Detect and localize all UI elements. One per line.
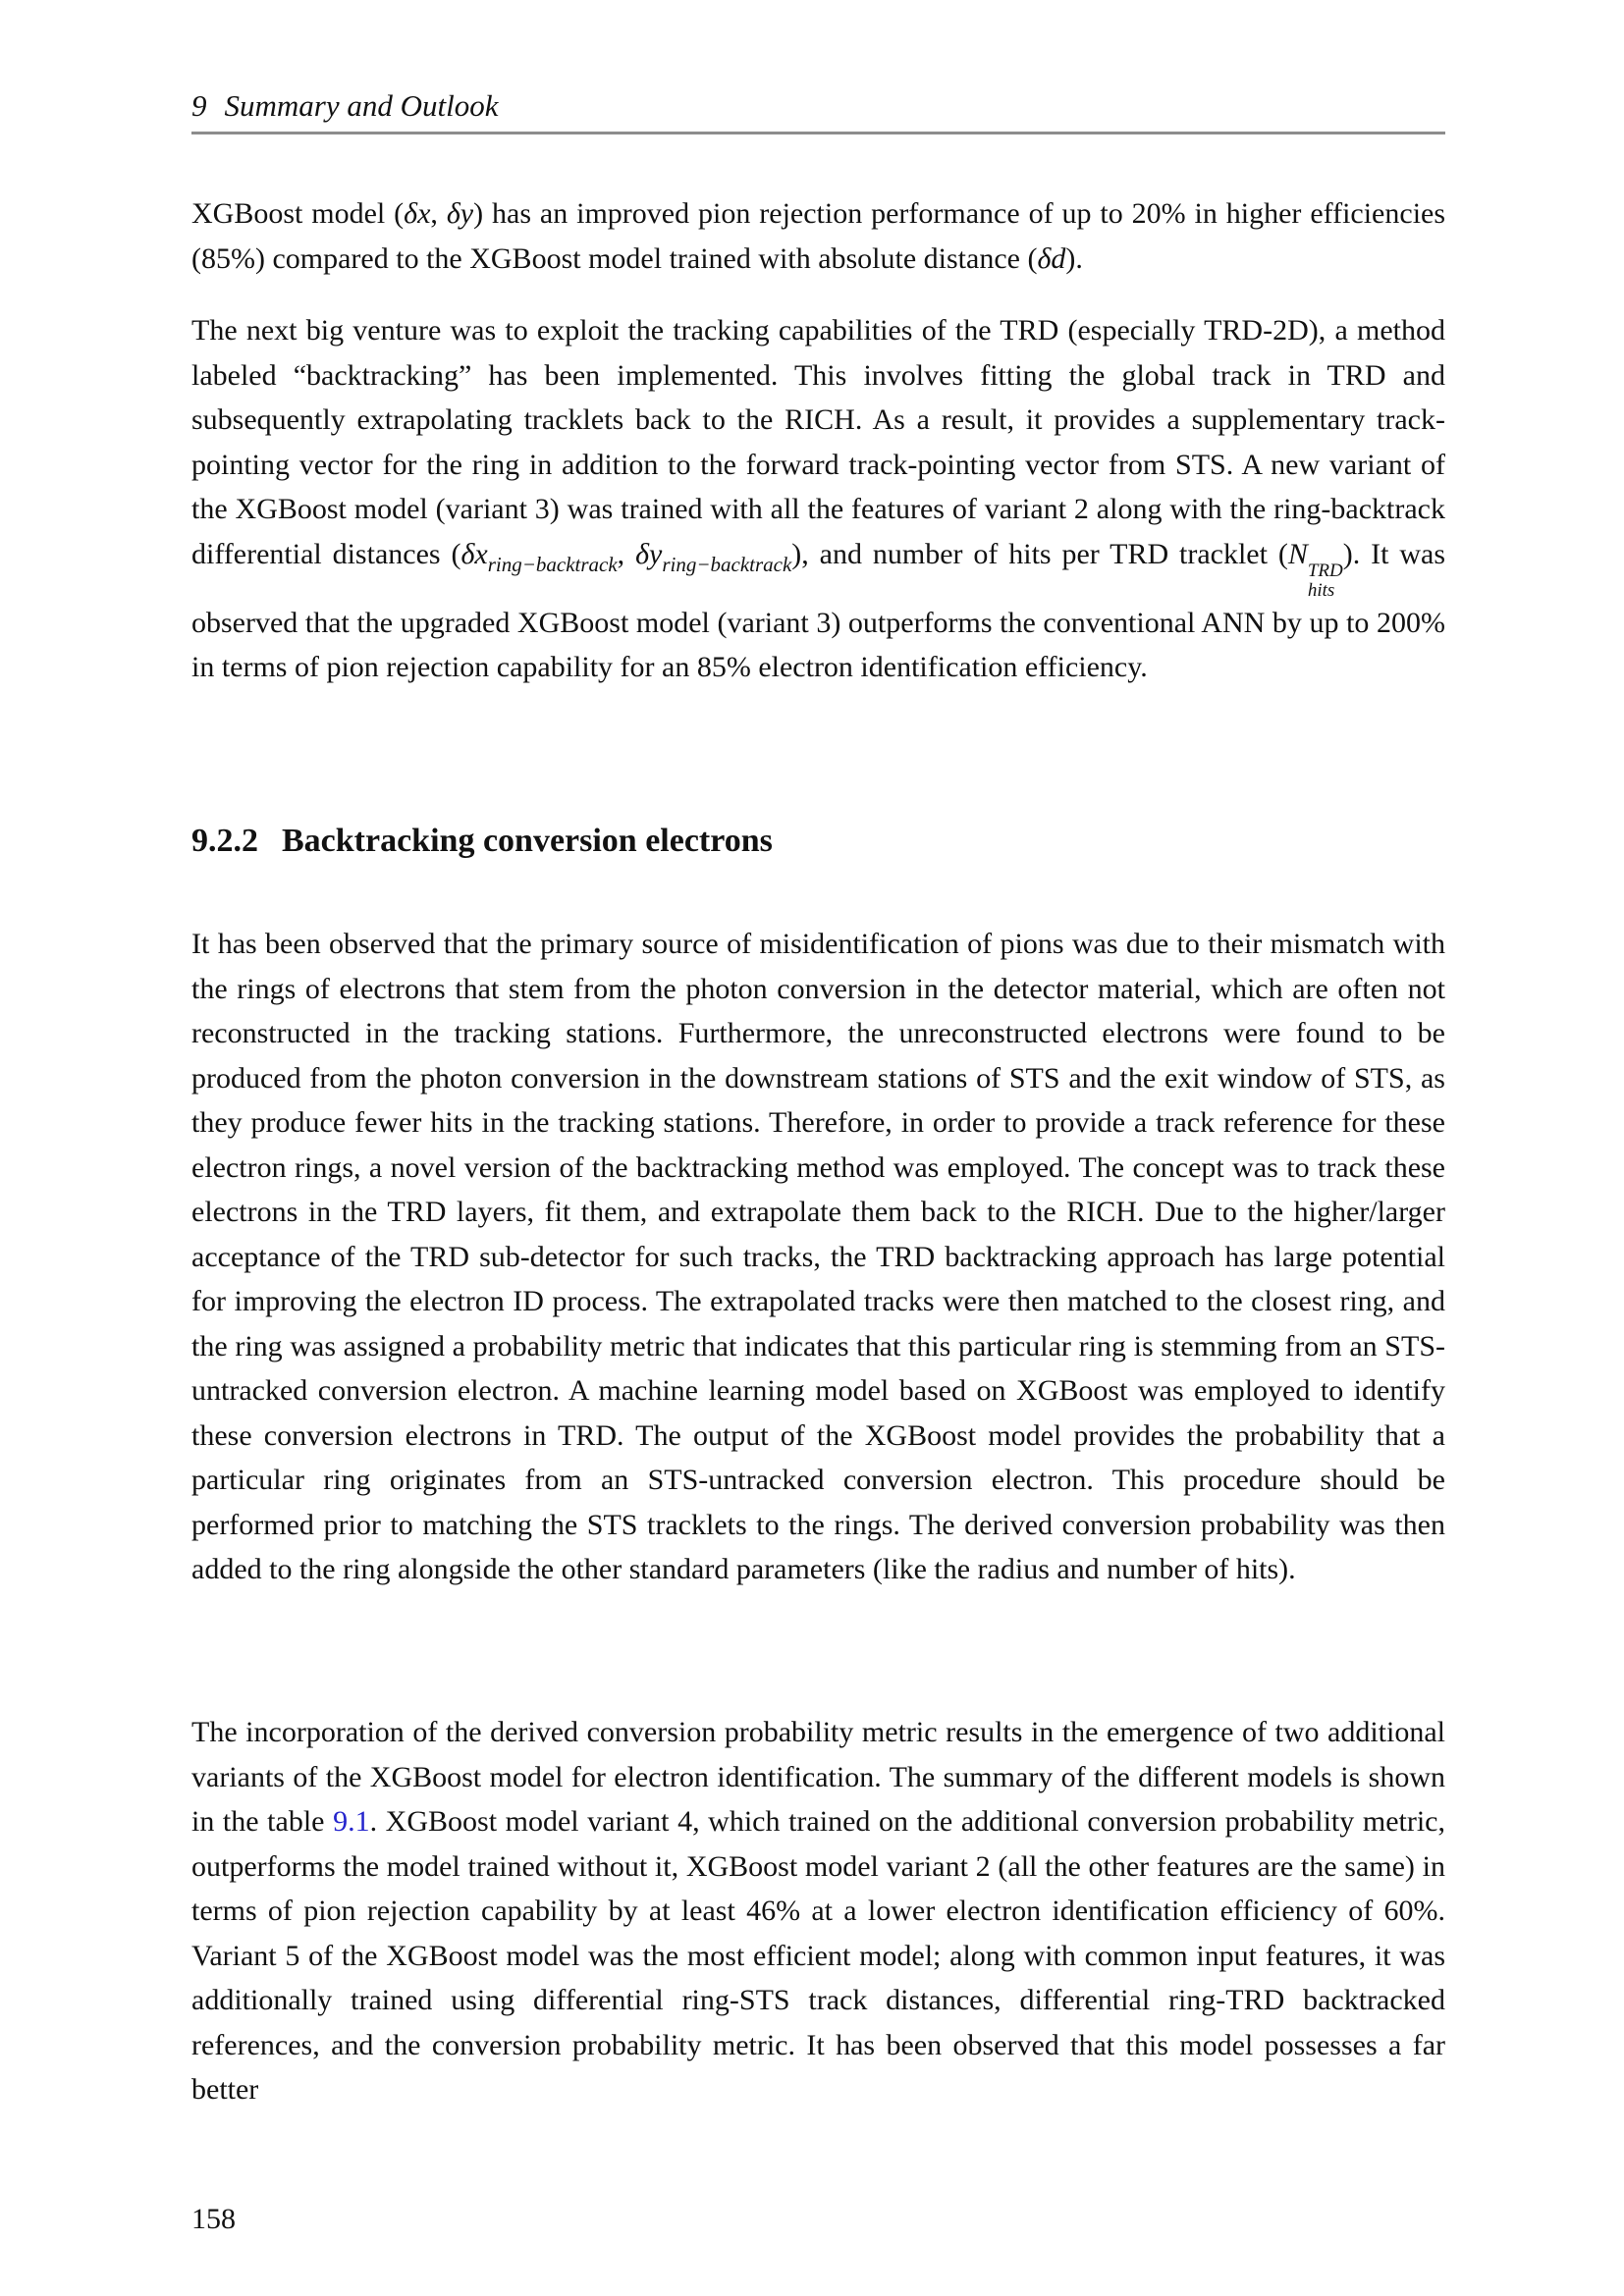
table-ref-link[interactable]: 9.1 bbox=[333, 1805, 370, 1838]
subsection-title: Backtracking conversion electrons bbox=[282, 823, 773, 859]
running-header bbox=[191, 88, 1445, 124]
chapter-title: Summary and Outlook bbox=[224, 88, 499, 123]
math-inline: $\delta y_{ring-backtrack}$ bbox=[635, 537, 792, 576]
math-inline: $\delta x_{ring-backtrack}$ bbox=[460, 537, 618, 576]
math-scripts: TRD hits bbox=[1307, 560, 1343, 601]
math-inline: δy bbox=[446, 197, 474, 230]
chapter-number: 9 bbox=[191, 88, 207, 123]
math-inline: δd bbox=[1037, 241, 1066, 275]
page-number: 158 bbox=[191, 2203, 236, 2235]
subsection-number: 9.2.2 bbox=[191, 823, 258, 859]
math-inline: δx bbox=[404, 197, 431, 230]
body-paragraph-1: XGBoost model (δx, δy) has an improved pion rejection performance of up to 20% in higher efficiencies (85%) compared to the XGBoost model trained with absolute distance (δd). bbox=[191, 197, 1446, 275]
body-paragraph-2: The next big venture was to exploit the tracking capabilities of the TRD (especially TRD-2D), a method labeled “backtracking” has been implemented. This involves fitting the global track in TRD and subsequently extrapolating tracklets back to the RICH. As a result, it provides a supplementary track-pointing vector for the ring in addition to the forward track-pointing vector from STS. A new variant of the XGBoost model (variant 3) was trained with all the features of variant 2 along with the ring-backtrack differential distances ($\delta x_{ring-backtrack}$, $\delta y_{ring-backtrack}$), and number of hits per TRD tracklet (N TRD hits ). It was observed that the upgraded XGBoost model (variant 3) outperforms the conventional ANN by up to 200% in terms of pion rejection capability for an 85% electron identification efficiency. bbox=[191, 314, 1446, 683]
math-inline: N TRD hits bbox=[1287, 537, 1343, 601]
body-paragraph-4: The incorporation of the derived conversion probability metric results in the emergence of two additional variants of the XGBoost model for electron identification. The summary of the different models is shown in the table 9.1. XGBoost model variant 4, which trained on the additional conversion probability metric, outperforms the model trained without it, XGBoost model variant 2 (all the other features are the same) in terms of pion rejection capability by at least 46% at a lower electron identification efficiency of 60%. Variant 5 of the XGBoost model was the most efficient model; along with common input features, it was additionally trained using differential ring-STS track distances, differential ring-TRD backtracked references, and the conversion probability metric. It has been observed that this model possesses a far better bbox=[191, 1716, 1445, 2106]
header-rule bbox=[191, 132, 1445, 134]
body-paragraph-3: It has been observed that the primary source of misidentification of pions was due to their mismatch with the rings of electrons that stem from the photon conversion in the detector material, which are often not reconstructed in the tracking stations. Furthermore, the unreconstructed electrons were found to be produced from the photon conversion in the downstream stations of STS and the exit window of STS, as they produce fewer hits in the tracking stations. Therefore, in order to provide a track reference for these electron rings, a novel version of the backtracking method was employed. The concept was to track these electrons in the TRD layers, fit them, and extrapolate them back to the RICH. Due to the higher/larger acceptance of the TRD sub-detector for such tracks, the TRD backtracking approach has large potential for improving the electron ID process. The extrapolated tracks were then matched to the closest ring, and the ring was assigned a probability metric that indicates that this particular ring is stemming from an STS-untracked conversion electron. A machine learning model based on XGBoost was employed to identify these conversion electrons in TRD. The output of the XGBoost model provides the probability that a particular ring originates from an STS-untracked conversion electron. This procedure should be performed prior to matching the STS tracklets to the rings. The derived conversion probability was then added to the ring alongside the other standard parameters (like the radius and number of hits). bbox=[191, 928, 1445, 1585]
subsection-heading bbox=[191, 822, 1445, 861]
